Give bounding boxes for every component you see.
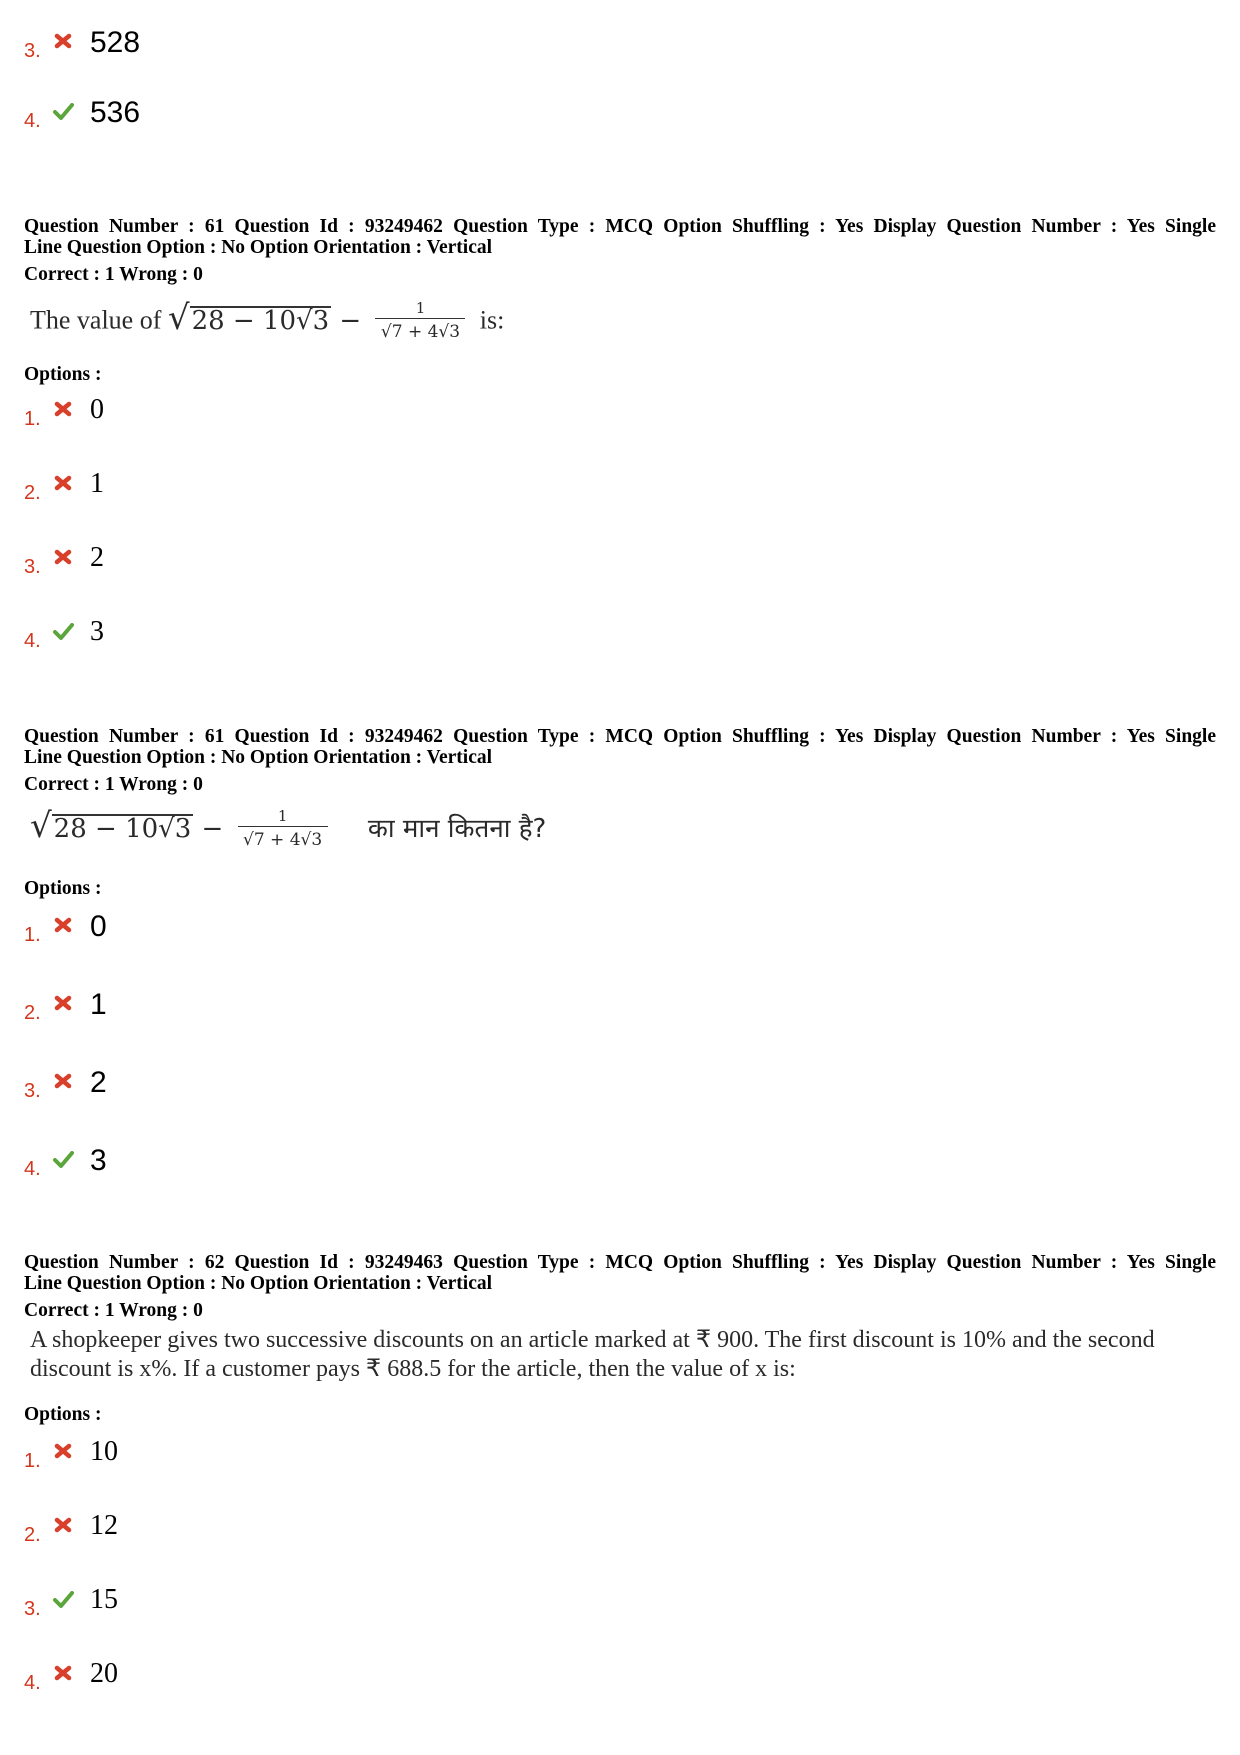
option-value: 20 [90, 1658, 118, 1689]
question-meta [24, 726, 1216, 768]
question-text [30, 297, 505, 343]
question-meta-line2: Line Question Option : No Option Orientation : Vertical [24, 747, 493, 768]
cross-icon [52, 1662, 74, 1684]
option-value: 528 [90, 26, 141, 59]
cross-icon [52, 398, 74, 420]
option-number: 1. [24, 924, 41, 946]
option-value: 3 [90, 616, 104, 647]
check-icon [52, 1148, 74, 1170]
cross-icon [52, 30, 74, 52]
math-expression: √28 − 10√3 − $\frac{1}{√7 + 4√3}$ [30, 814, 342, 844]
radicand: 28 − 10√3 [53, 813, 192, 844]
option-value: 2 [90, 1066, 107, 1099]
option-value: 536 [90, 96, 141, 129]
fraction-denominator: √7 + 4√3 [380, 322, 461, 342]
option-number: 3. [24, 1080, 41, 1102]
minus-sign: − [339, 305, 362, 336]
option-value: 12 [90, 1510, 118, 1541]
option-number: 2. [24, 1002, 41, 1024]
option-value: 0 [90, 910, 107, 943]
option-value: 1 [90, 988, 107, 1021]
question-text: A shopkeeper gives two successive discounts on an article marked at ₹ 900. The first discount is 10% and the second discount is x%. If a customer pays ₹ 688.5 for the article, then the value of x is: [30, 1327, 1155, 1382]
option-number: 3. [24, 40, 41, 62]
radicand: 28 − 10√3 [191, 305, 330, 336]
fraction-denominator: √7 + 4√3 [243, 830, 323, 850]
check-icon [52, 1588, 74, 1610]
cross-icon [52, 546, 74, 568]
math-expression: √28 − 10√3 − $\frac{1}{√7 + 4√3}$ [168, 306, 480, 336]
check-icon [52, 620, 74, 642]
question-text [30, 805, 547, 851]
option-value: 15 [90, 1584, 118, 1615]
option-number: 1. [24, 1450, 41, 1472]
fraction [375, 300, 465, 343]
option-number: 4. [24, 630, 41, 652]
fraction-numerator: 1 [238, 808, 328, 827]
option-number: 4. [24, 110, 41, 132]
check-icon [52, 100, 74, 122]
option-number: 3. [24, 1598, 41, 1620]
option-number: 2. [24, 1524, 41, 1546]
option-value: 10 [90, 1436, 118, 1467]
option-number: 1. [24, 408, 41, 430]
fraction [238, 808, 328, 851]
option-number: 4. [24, 1158, 41, 1180]
score-info: Correct : 1 Wrong : 0 [24, 264, 203, 285]
option-value: 2 [90, 542, 104, 573]
option-number: 4. [24, 1672, 41, 1694]
question-meta-line2: Line Question Option : No Option Orientation : Vertical [24, 237, 493, 258]
option-value: 1 [90, 468, 104, 499]
question-meta-line1: Question Number : 62 Question Id : 93249463 Question Type : MCQ Option Shuffling : Yes Display Question Number : Yes Single [24, 1252, 1216, 1273]
options-label: Options : [24, 1404, 102, 1425]
option-number: 2. [24, 482, 41, 504]
minus-sign: − [201, 813, 224, 844]
score-info: Correct : 1 Wrong : 0 [24, 1300, 203, 1321]
cross-icon [52, 992, 74, 1014]
question-meta-line1: Question Number : 61 Question Id : 93249462 Question Type : MCQ Option Shuffling : Yes Display Question Number : Yes Single [24, 216, 1216, 237]
options-label: Options : [24, 364, 102, 385]
question-meta-line2: Line Question Option : No Option Orientation : Vertical [24, 1273, 493, 1294]
option-value: 3 [90, 1144, 107, 1177]
question-meta-line1: Question Number : 61 Question Id : 93249462 Question Type : MCQ Option Shuffling : Yes Display Question Number : Yes Single [24, 726, 1216, 747]
cross-icon [52, 472, 74, 494]
question-text-prefix: The value of [30, 305, 162, 335]
question-meta [24, 1252, 1216, 1294]
fraction-numerator: 1 [375, 300, 465, 319]
options-label: Options : [24, 878, 102, 899]
option-number: 3. [24, 556, 41, 578]
score-info: Correct : 1 Wrong : 0 [24, 774, 203, 795]
cross-icon [52, 1070, 74, 1092]
cross-icon [52, 1514, 74, 1536]
question-text-suffix: is: [479, 305, 505, 335]
question-text-suffix: का मान कितना है? [367, 813, 547, 844]
question-meta [24, 216, 1216, 258]
cross-icon [52, 1440, 74, 1462]
option-value: 0 [90, 394, 104, 425]
cross-icon [52, 914, 74, 936]
